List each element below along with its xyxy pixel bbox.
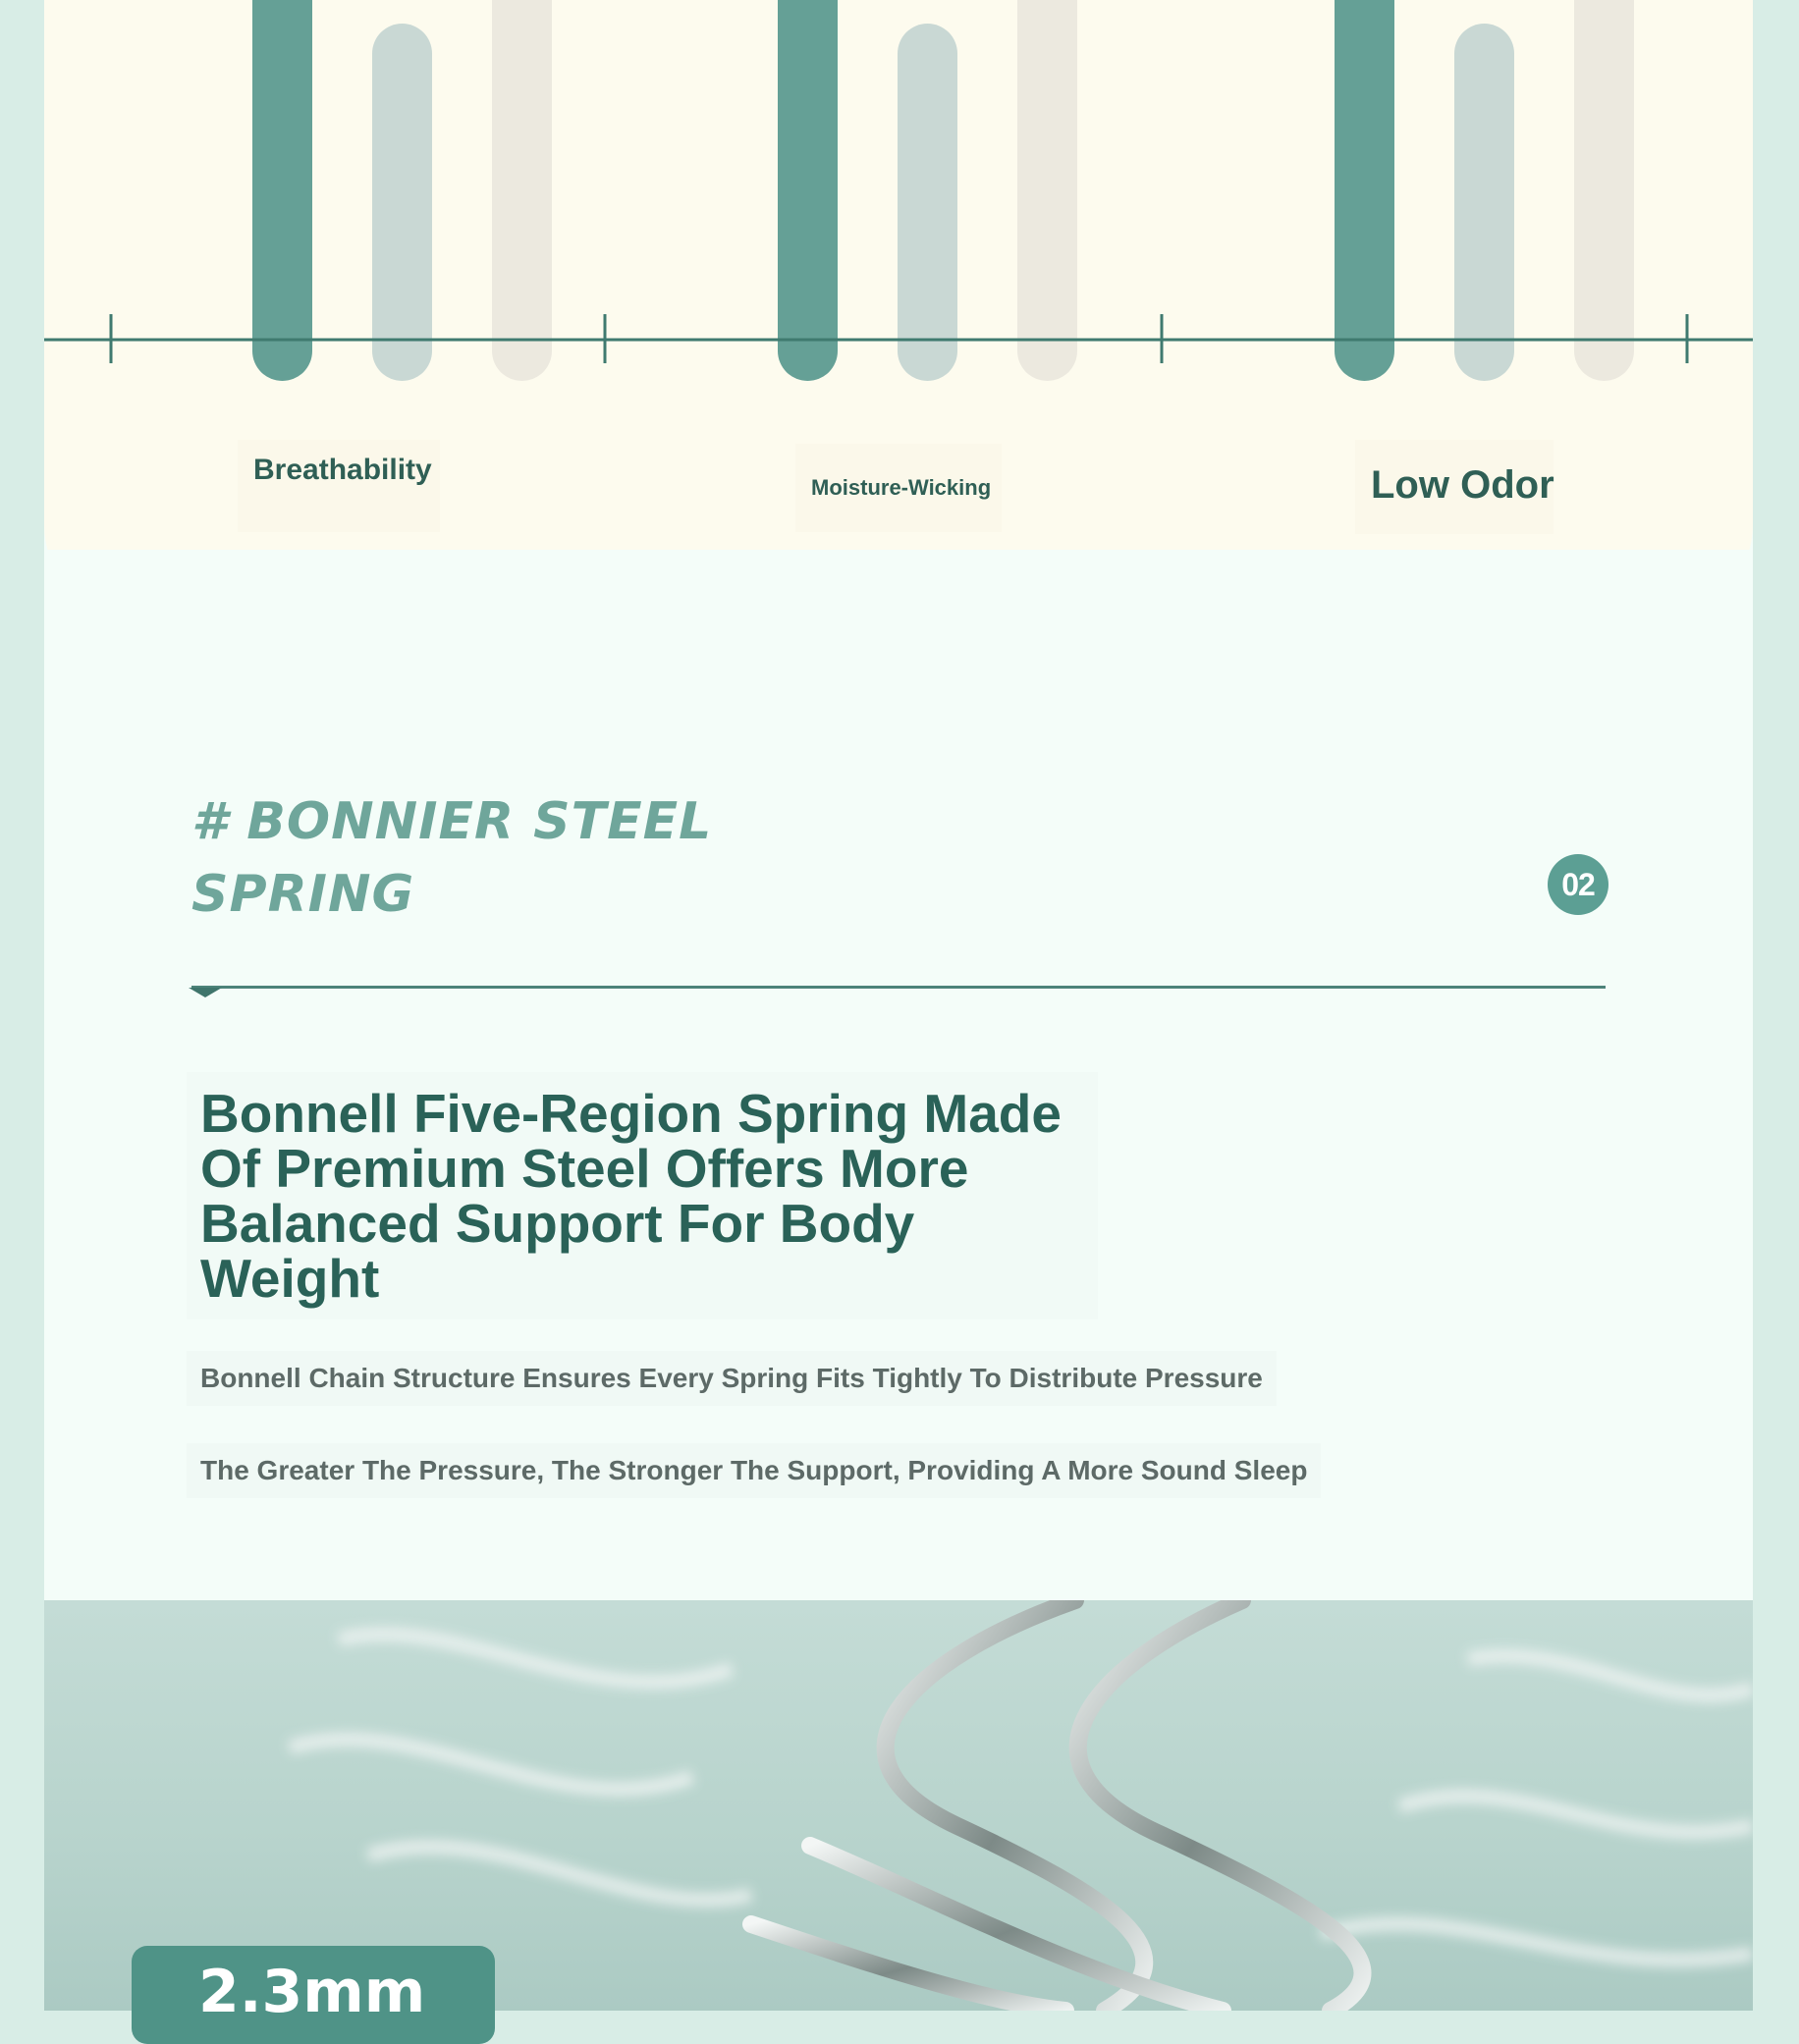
metric-bar	[898, 24, 957, 381]
spec-badge: 2.3mm	[132, 1946, 495, 2044]
metric-bar	[372, 24, 432, 381]
metric-bar	[252, 0, 312, 381]
metric-bar	[1454, 24, 1514, 381]
section-tag: # BONNIER STEEL SPRING	[191, 792, 713, 924]
section-divider	[191, 986, 1606, 989]
section-number-badge: 02	[1548, 854, 1608, 915]
feature-headline: Bonnell Five-Region Spring Made Of Premium Steel Offers More Balanced Support For Body Weight	[187, 1072, 1098, 1319]
metric-label-low-odor: Low Odor	[1355, 440, 1554, 534]
metric-bar	[1335, 0, 1394, 381]
feature-body-line: The Greater The Pressure, The Stronger The Support, Providing A More Sound Sleep	[187, 1443, 1321, 1498]
metric-bar	[492, 0, 552, 381]
metric-label-breathability: Breathability	[238, 440, 440, 532]
feature-body-line: Bonnell Chain Structure Ensures Every Spring Fits Tightly To Distribute Pressure	[187, 1351, 1277, 1406]
metric-bar	[1017, 0, 1077, 381]
metric-label-moisture-wicking: Moisture-Wicking	[795, 444, 1002, 532]
divider-marker-icon	[189, 988, 222, 997]
metric-bar	[1574, 0, 1634, 381]
metric-bar	[778, 0, 838, 381]
